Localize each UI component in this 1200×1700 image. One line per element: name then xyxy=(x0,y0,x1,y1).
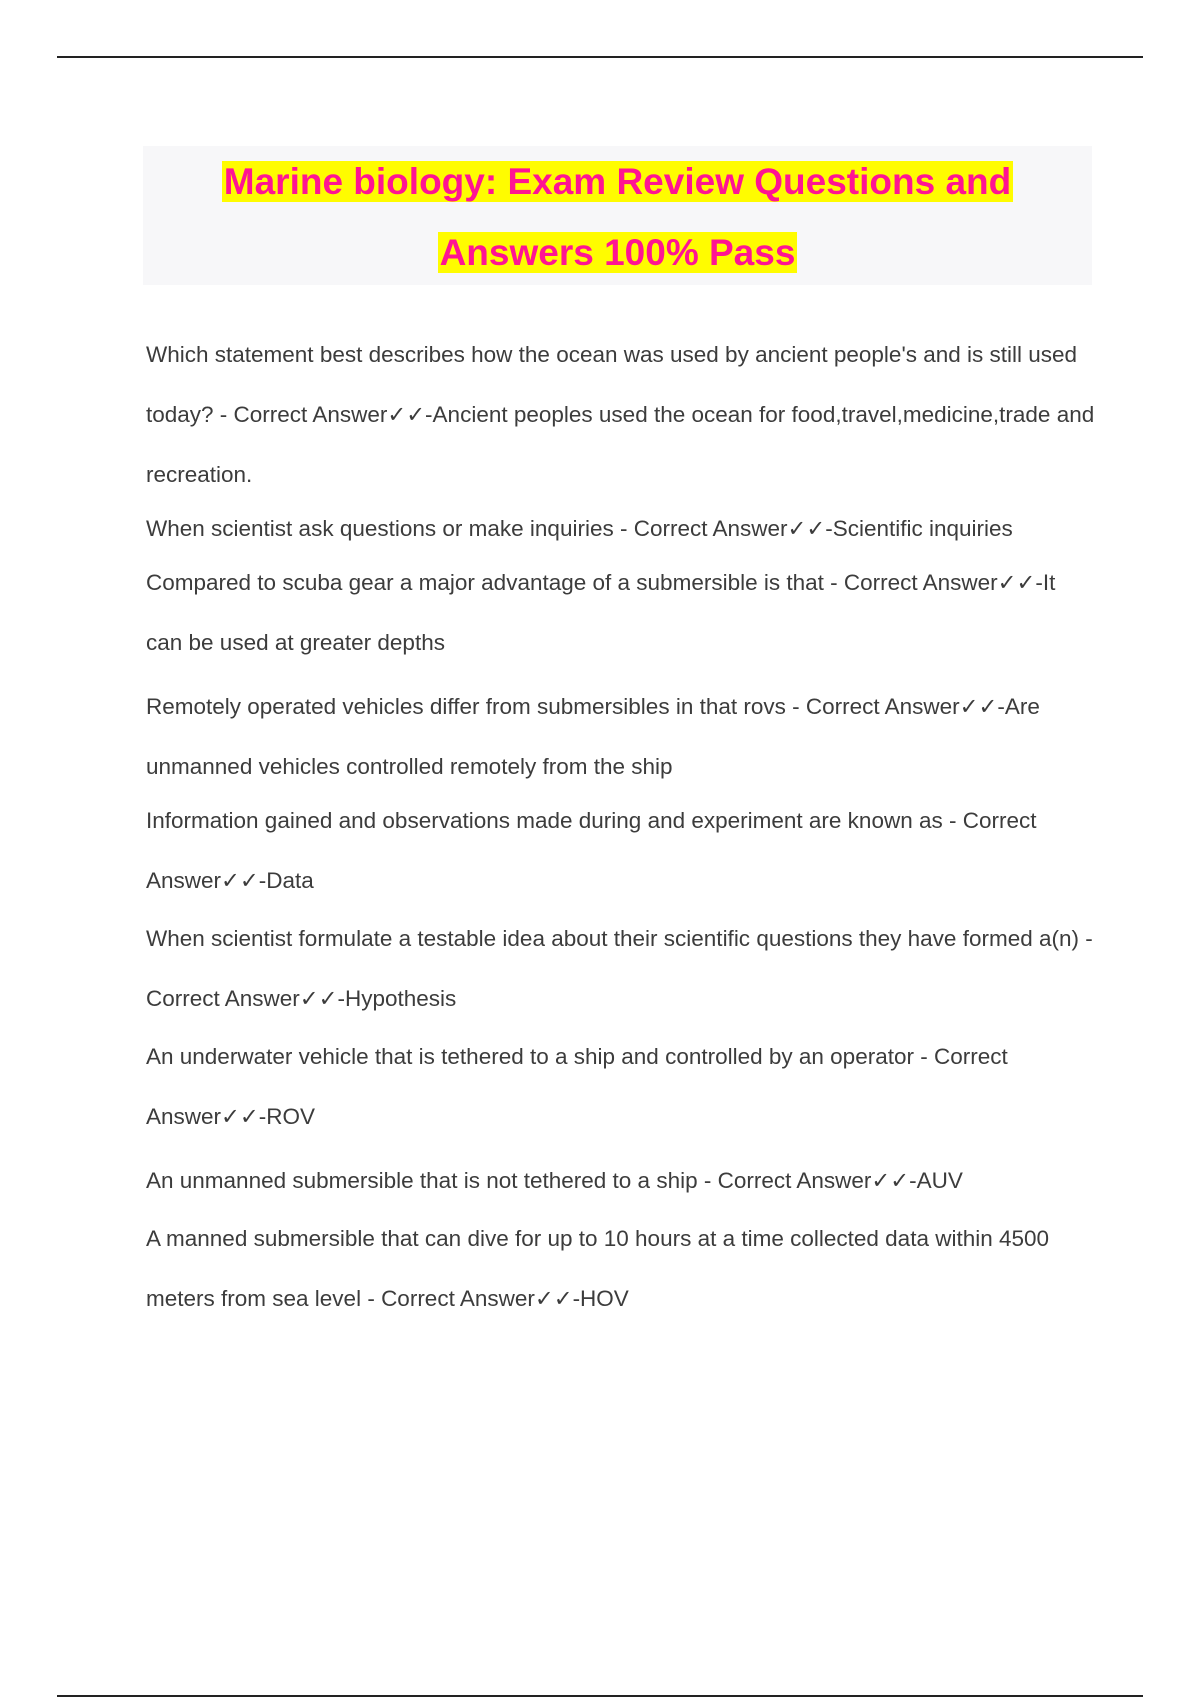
qa-entry-7: An underwater vehicle that is tethered to a ship and controlled by an operator - Correct Answer✓✓-ROV xyxy=(146,1044,1008,1129)
title-box xyxy=(143,146,1092,285)
title-line-1: Marine biology: Exam Review Questions and xyxy=(223,161,1012,202)
qa-entry-8: An unmanned submersible that is not tethered to a ship - Correct Answer✓✓-AUV xyxy=(146,1168,963,1193)
qa-list xyxy=(146,325,1096,1329)
qa-entry-9: A manned submersible that can dive for up to 10 hours at a time collected data within 4500 meters from sea level - Correct Answer✓✓-HOV xyxy=(146,1226,1050,1311)
qa-entry-2: When scientist ask questions or make inquiries - Correct Answer✓✓-Scientific inquiries xyxy=(146,516,1013,541)
title-line-2: Answers 100% Pass xyxy=(439,232,796,273)
bottom-rule xyxy=(57,1695,1143,1697)
qa-entry-4: Remotely operated vehicles differ from submersibles in that rovs - Correct Answer✓✓-Are unmanned vehicles controlled remotely from the ship xyxy=(146,694,1040,779)
qa-entry-5: Information gained and observations made during and experiment are known as - Correct Answer✓✓-Data xyxy=(146,808,1037,893)
qa-entry-3: Compared to scuba gear a major advantage of a submersible is that - Correct Answer✓✓-It can be used at greater depths xyxy=(146,570,1056,655)
qa-entry-6: When scientist formulate a testable idea about their scientific questions they have formed a(n) - Correct Answer✓✓-Hypothesis xyxy=(146,926,1093,1011)
page-title xyxy=(143,146,1092,288)
top-rule xyxy=(57,56,1143,58)
qa-entry-1: Which statement best describes how the ocean was used by ancient people's and is still used today? - Correct Answer✓✓-Ancient peoples used the ocean for food,travel,medicine,trade and recreation. xyxy=(146,342,1095,487)
